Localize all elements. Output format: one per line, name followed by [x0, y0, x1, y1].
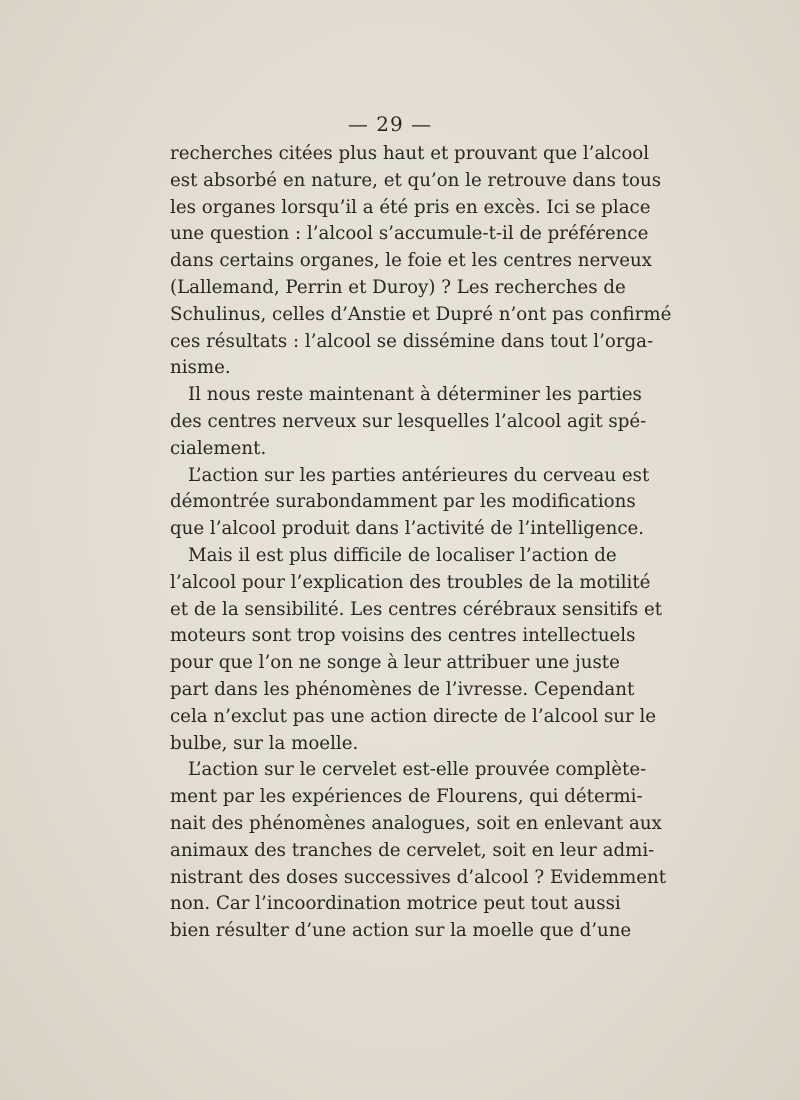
text-line: et de la sensibilité. Les centres cérébraux sensitifs et [170, 598, 663, 620]
text-line: ces résultats : l’alcool se dissémine dans tout l’orga- [170, 330, 654, 352]
text-line: cialement. [170, 437, 267, 459]
text-line: est absorbé en nature, et qu’on le retrouve dans tous [170, 169, 662, 191]
text-line: une question : l’alcool s’accumule-t-il de préférence [170, 223, 649, 245]
text-line: bulbe, sur la moelle. [170, 732, 359, 754]
text-line: Schulinus, celles d’Anstie et Dupré n’ont pas confirmé [170, 303, 672, 325]
text-line: les organes lorsqu’il a été pris en excès. Ici se place [170, 196, 651, 218]
text-line: pour que l’on ne songe à leur attribuer une juste [170, 652, 620, 674]
body-text [170, 141, 672, 945]
text-line: Il nous reste maintenant à déterminer les parties [188, 384, 642, 406]
text-line: L’action sur le cervelet est-elle prouvée complète- [188, 759, 647, 781]
page-number: — 29 — [347, 112, 433, 136]
text-line: dans certains organes, le foie et les centres nerveux [170, 250, 652, 272]
text-line: non. Car l’incoordination motrice peut tout aussi [170, 893, 621, 915]
text-line: (Lallemand, Perrin et Duroy) ? Les recherches de [170, 276, 626, 298]
text-line: moteurs sont trop voisins des centres intellectuels [170, 625, 636, 647]
text-line: Mais il est plus difficile de localiser l’action de [188, 544, 617, 566]
text-line: recherches citées plus haut et prouvant que l’alcool [170, 143, 650, 164]
text-line: nait des phénomènes analogues, soit en enlevant aux [170, 812, 662, 834]
text-line: L’action sur les parties antérieures du cerveau est [188, 464, 650, 486]
text-line: nisme. [170, 357, 231, 379]
text-line: démontrée surabondamment par les modifications [170, 491, 636, 513]
text-line: ment par les expériences de Flourens, qui détermi- [170, 786, 643, 808]
text-line: que l’alcool produit dans l’activité de l’intelligence. [170, 518, 645, 540]
text-line: des centres nerveux sur lesquelles l’alcool agit spé- [170, 410, 647, 432]
text-line: cela n’exclut pas une action directe de l’alcool sur le [170, 705, 657, 727]
text-line: animaux des tranches de cervelet, soit en leur admi- [170, 839, 655, 861]
text-line: nistrant des doses successives d’alcool ? Evidemment [170, 866, 667, 888]
text-line: part dans les phénomènes de l’ivresse. Cependant [170, 678, 635, 700]
text-line: bien résulter d’une action sur la moelle que d’une [170, 920, 632, 942]
text-line: l’alcool pour l’explication des troubles de la motilité [170, 571, 651, 593]
